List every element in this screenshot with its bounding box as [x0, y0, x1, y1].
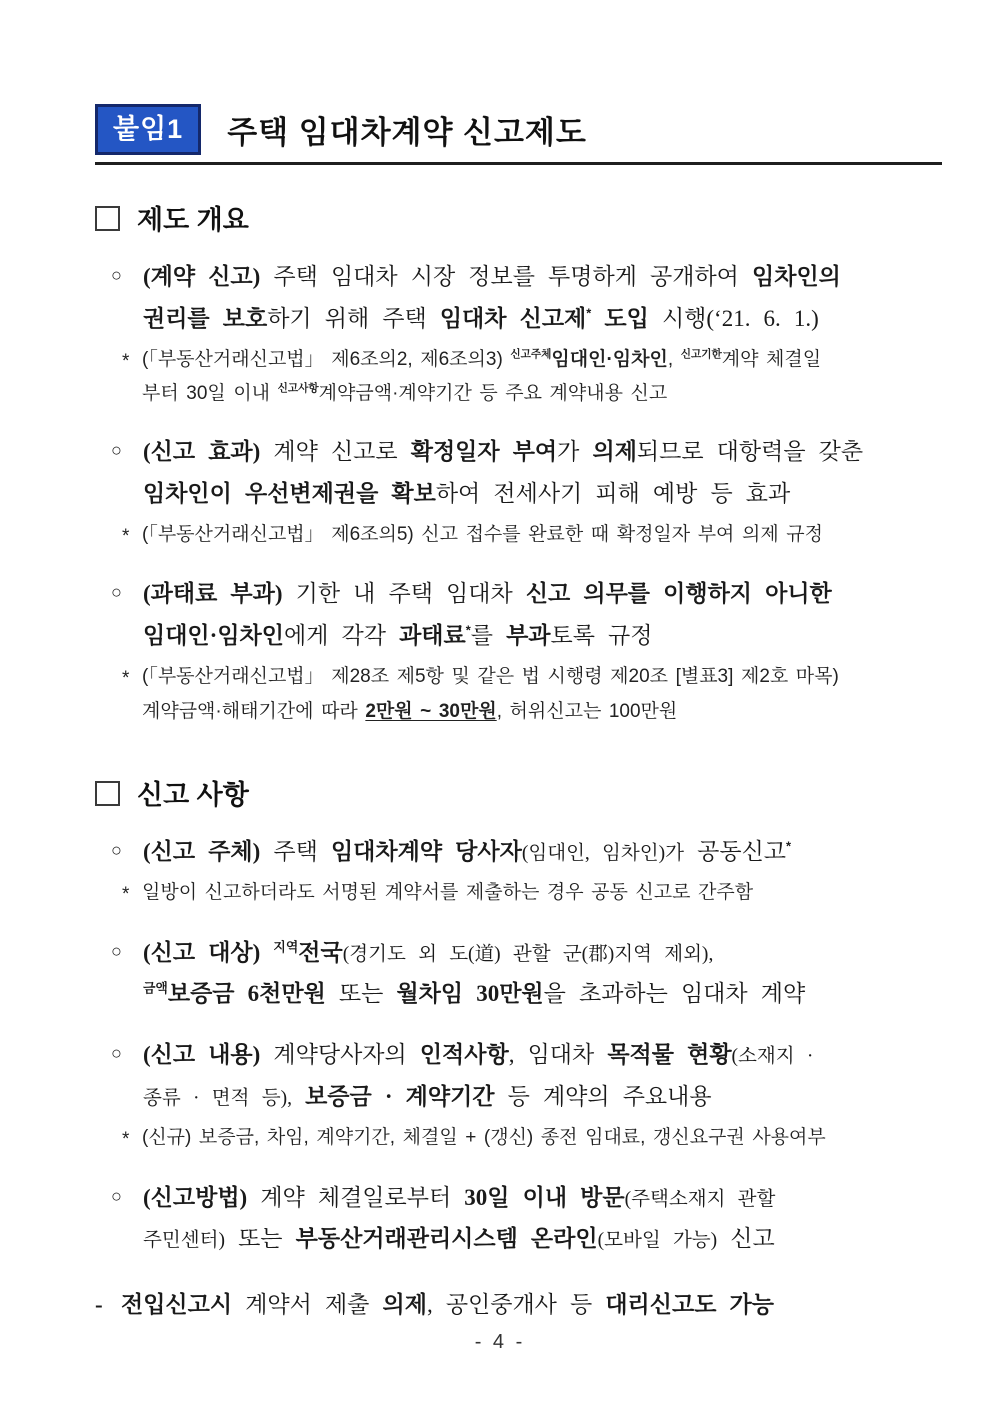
- circle-bullet-icon: ○: [111, 1185, 122, 1206]
- asterisk-marker: *: [122, 350, 130, 372]
- footnote-text: (「부동산거래신고법」 제28조 제5항 및 같은 법 시행령 제20조 [별표3] 제2호 마목) 계약금액·해태기간에 따라 2만원 ~ 30만원, 허위신고는 100만원: [142, 665, 839, 722]
- bullet-item: [111, 256, 942, 340]
- dash-item: [95, 1284, 942, 1326]
- bullet-text: (신고방법) 계약 체결일로부터 30일 이내 방문(주택소재지 관할 주민센터) 또는 부동산거래관리시스템 온라인(모바일 가능) 신고: [143, 1184, 776, 1252]
- footnote-text: 일방이 신고하더라도 서명된 계약서를 제출하는 경우 공동 신고로 간주함: [142, 881, 754, 903]
- asterisk-marker: *: [122, 525, 130, 547]
- bullet-text: (계약 신고) 주택 임대차 시장 정보를 투명하게 공개하여 임차인의 권리를 보호하기 위해 주택 임대차 신고제* 도입 시행(‘21. 6. 1.): [143, 264, 841, 331]
- document-header: [95, 104, 942, 165]
- section-overview: [95, 198, 942, 729]
- footnote-item: [122, 343, 942, 412]
- section-report-items: [95, 773, 942, 1326]
- bullet-item: [111, 431, 942, 515]
- footnote-text: (「부동산거래신고법」 제6조의2, 제6조의3) $^{신고주체}$임대인·임차인, $^{신고기한}$계약 체결일 부터 30일 이내 $^{신고사항}$계약금액·계약기간 등 주요 계약내용 신고: [142, 348, 822, 405]
- section-heading-label: 제도 개요: [137, 205, 249, 236]
- footnote-item: [122, 1121, 942, 1158]
- bullet-item: [111, 1177, 942, 1261]
- bullet-text: (신고 대상) $^{지역}$전국(경기도 외 도(道) 관할 군(郡)지역 제외), $^{금액}$보증금 6천만원 또는 월차임 30만원을 초과하는 임대차 계약: [143, 938, 806, 1007]
- circle-bullet-icon: ○: [111, 840, 122, 861]
- section-heading: [95, 773, 942, 812]
- bullet-text: (신고 주체) 주택 임대차계약 당사자(임대인, 임차인)가 공동신고*: [143, 838, 792, 865]
- section-heading: [95, 198, 942, 237]
- page-title: 주택 임대차계약 신고제도: [227, 115, 587, 151]
- bullet-item: [111, 1034, 942, 1118]
- square-bullet-icon: [95, 206, 120, 231]
- footnote-text: (「부동산거래신고법」 제6조의5) 신고 접수를 완료한 때 확정일자 부여 의제 규정: [142, 523, 823, 545]
- section-heading-label: 신고 사항: [137, 780, 249, 811]
- circle-bullet-icon: ○: [111, 1043, 122, 1064]
- bullet-item: [111, 573, 942, 657]
- asterisk-marker: *: [122, 1128, 130, 1150]
- attachment-badge: 붙임1: [95, 104, 201, 155]
- footnote-item: [122, 876, 942, 913]
- dash-marker: -: [95, 1292, 103, 1318]
- circle-bullet-icon: ○: [111, 265, 122, 286]
- bullet-text: (과태료 부과) 기한 내 주택 임대차 신고 의무를 이행하지 아니한 임대인·임차인에게 각각 과태료*를 부과토록 규정: [143, 581, 832, 649]
- square-bullet-icon: [95, 781, 120, 806]
- footnote-item: [122, 518, 942, 555]
- circle-bullet-icon: ○: [111, 582, 122, 603]
- dash-text: 전입신고시 계약서 제출 의제, 공인중개사 등 대리신고도 가능: [121, 1292, 774, 1318]
- bullet-text: (신고 효과) 계약 신고로 확정일자 부여가 의제되므로 대항력을 갖춘 임차인이 우선변제권을 확보하여 전세사기 피해 예방 등 효과: [143, 438, 864, 506]
- bullet-item: [111, 831, 942, 873]
- page-number: - 4 -: [474, 1331, 526, 1353]
- circle-bullet-icon: ○: [111, 940, 122, 961]
- circle-bullet-icon: ○: [111, 439, 122, 460]
- bullet-text: (신고 내용) 계약당사자의 인적사항, 임대차 목적물 현황(소재지 · 종류 · 면적 등), 보증금 · 계약기간 등 계약의 주요내용: [143, 1042, 814, 1110]
- asterisk-marker: *: [122, 667, 130, 689]
- asterisk-marker: *: [122, 883, 130, 905]
- bullet-item: [111, 932, 942, 1016]
- footnote-text: (신규) 보증금, 차임, 계약기간, 체결일 + (갱신) 종전 임대료, 갱신요구권 사용여부: [142, 1126, 826, 1148]
- footnote-item: [122, 660, 942, 729]
